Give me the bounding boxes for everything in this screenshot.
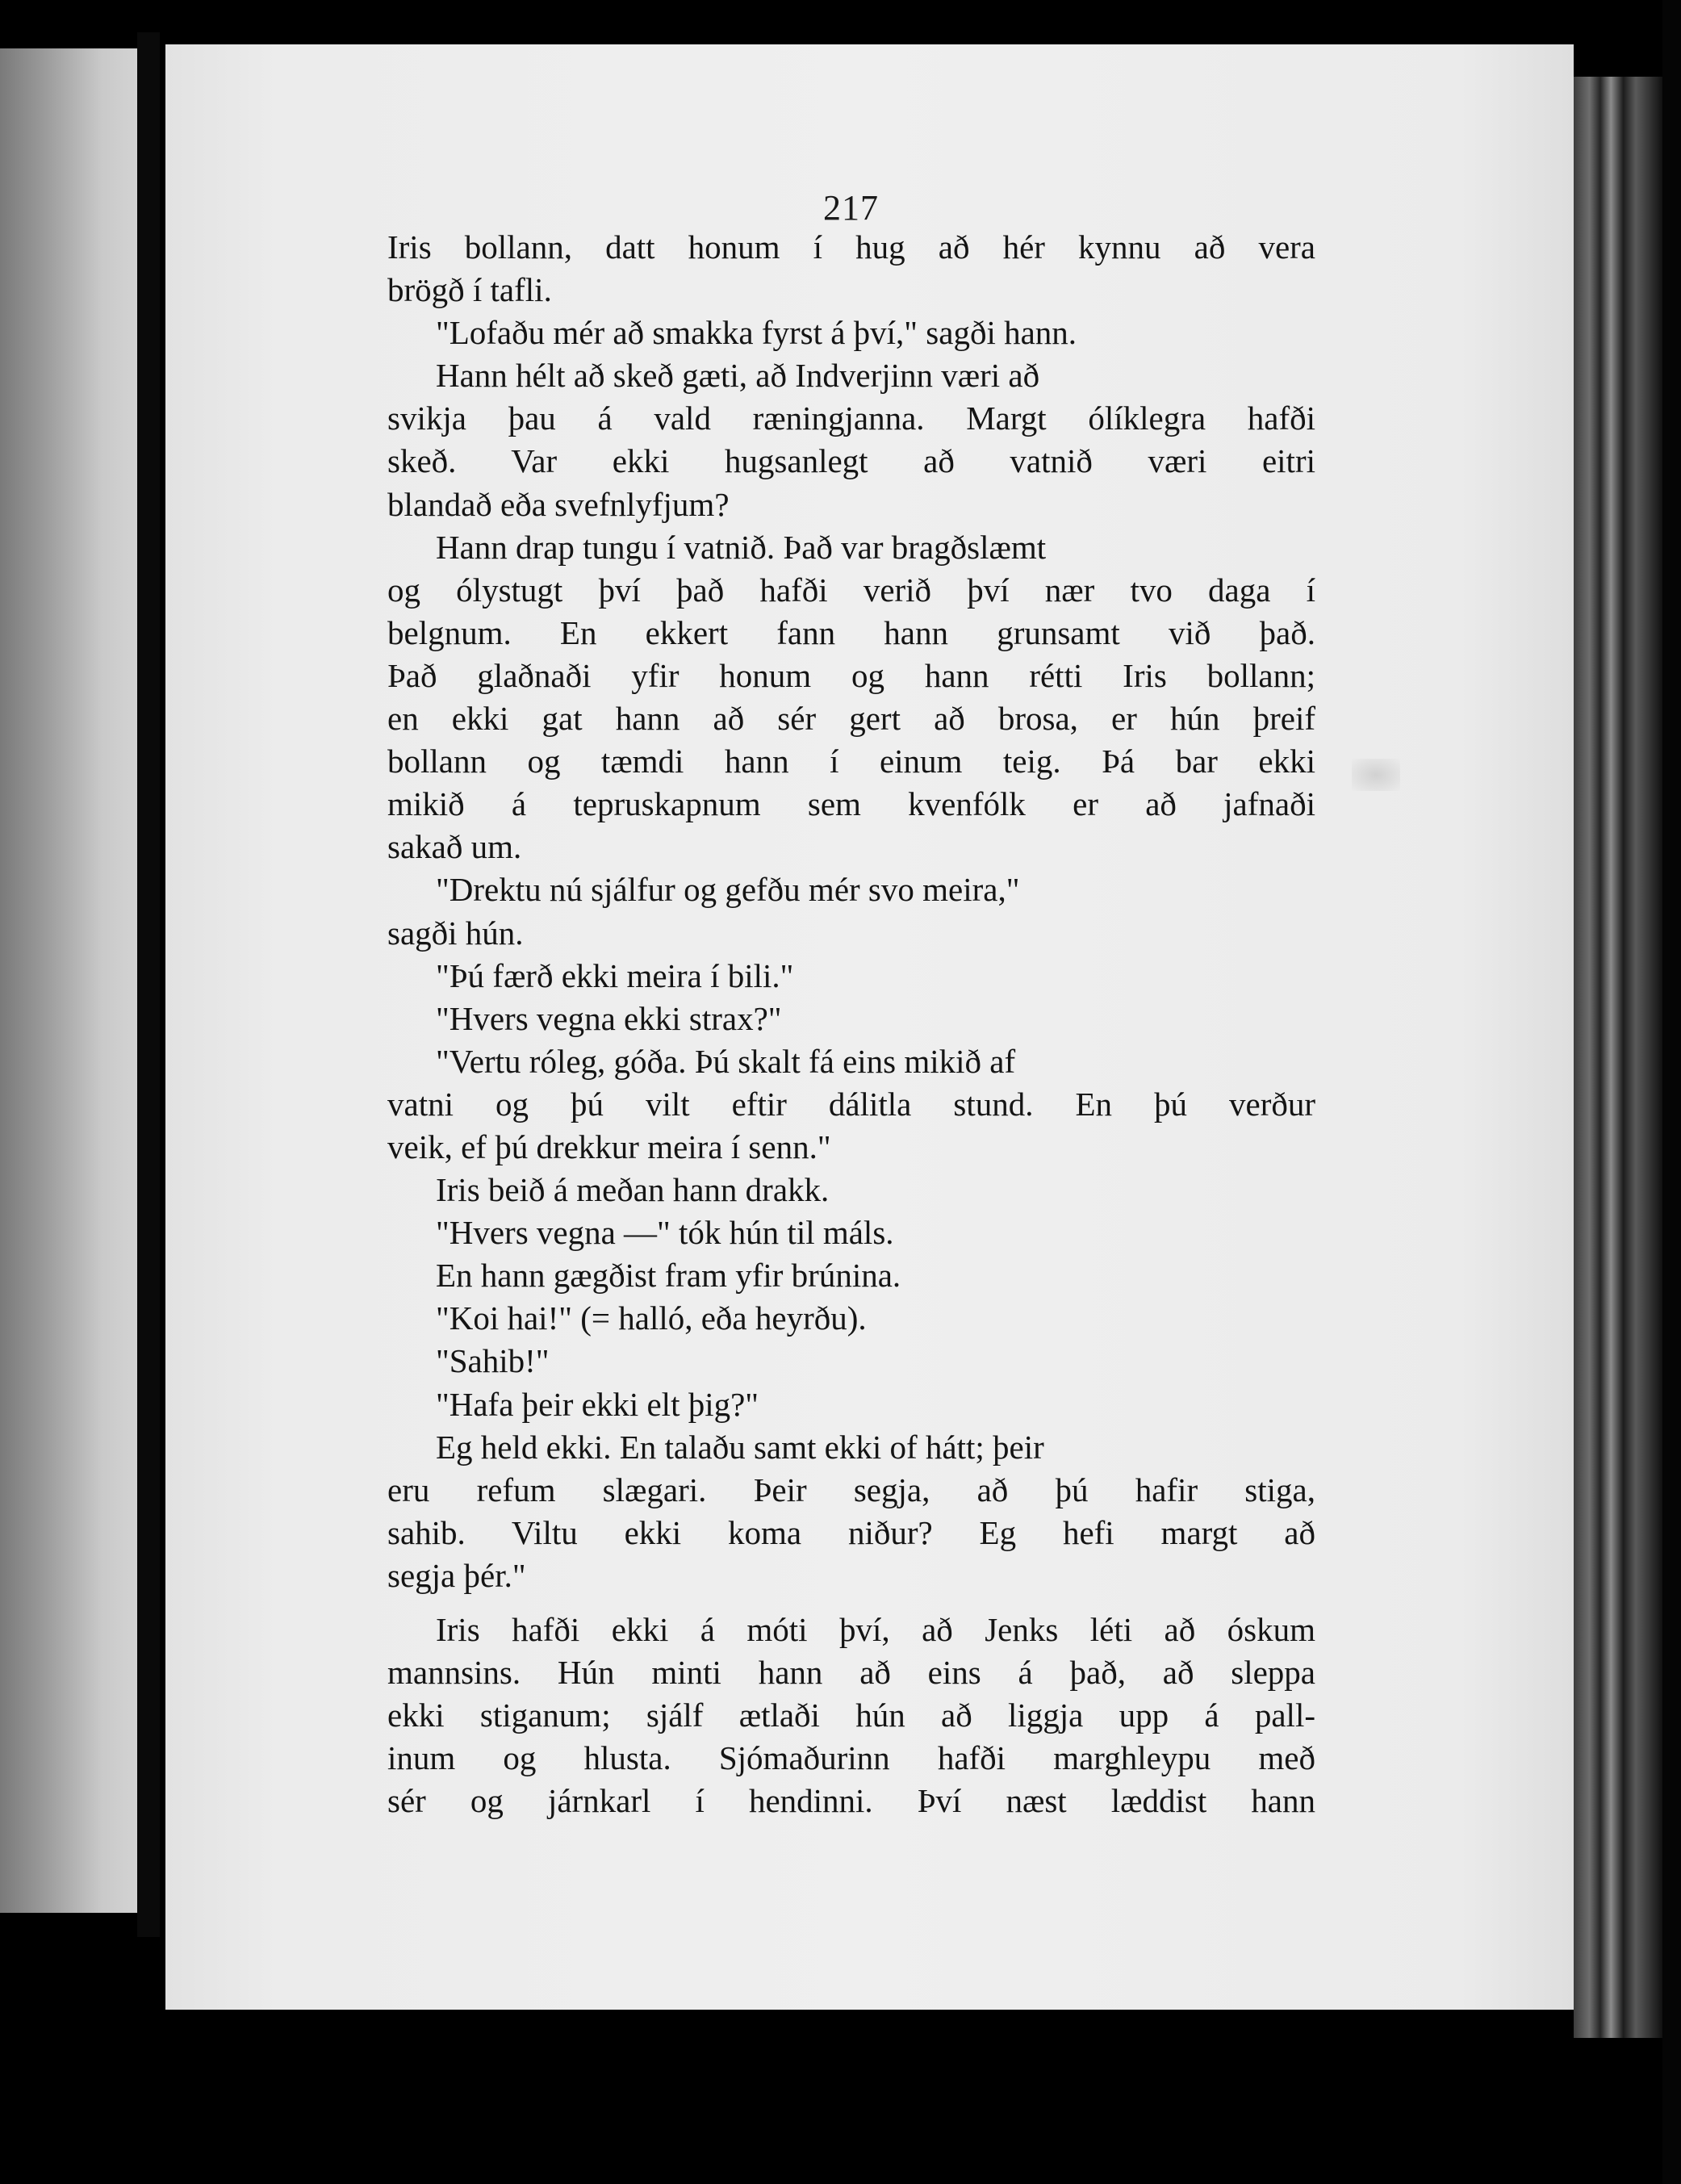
text-line: En hann gægðist fram yfir brúnina.: [436, 1257, 901, 1295]
text-line: "Lofaðu mér að smakka fyrst á því," sagði hann.: [436, 314, 1077, 352]
text-line: ekki stiganum; sjálf ætlaði hún að liggja upp á pall-: [387, 1697, 1315, 1734]
text-line: en ekki gat hann að sér gert að brosa, er hún þreif: [387, 700, 1315, 738]
text-line: vatni og þú vilt eftir dálitla stund. En þú verður: [387, 1085, 1315, 1123]
text-line: Iris hafði ekki á móti því, að Jenks léti að óskum: [436, 1611, 1315, 1648]
body-text: [387, 226, 1315, 1822]
text-line: "Sahib!": [436, 1342, 550, 1380]
text-line: og ólystugt því það hafði verið því nær tvo daga í: [387, 571, 1315, 609]
text-line: inum og hlusta. Sjómaðurinn hafði marghleypu með: [387, 1739, 1315, 1777]
text-line: eru refum slægari. Þeir segja, að þú hafir stiga,: [387, 1471, 1315, 1508]
book-gutter: [137, 32, 160, 1937]
text-line: belgnum. En ekkert fann hann grunsamt við það.: [387, 613, 1315, 651]
text-line: bollann og tæmdi hann í einum teig. Þá bar ekki: [387, 743, 1315, 780]
text-line: "Hvers vegna ekki strax?": [436, 999, 782, 1037]
page-smudge: [1352, 759, 1400, 791]
text-line: sagði hún.: [387, 914, 524, 952]
text-line: Hann drap tungu í vatnið. Það var bragðslæmt: [436, 528, 1047, 566]
right-border: [1662, 0, 1681, 2184]
text-line: Það glaðnaði yfir honum og hann rétti Iris bollann;: [387, 656, 1315, 694]
text-line: mannsins. Hún minti hann að eins á það, að sleppa: [387, 1654, 1315, 1692]
text-line: Hann hélt að skeð gæti, að Indverjinn væri að: [436, 357, 1040, 395]
text-line: "Drektu nú sjálfur og gefðu mér svo meira,": [436, 871, 1020, 909]
text-line: skeð. Var ekki hugsanlegt að vatnið væri eitri: [387, 442, 1315, 480]
text-line: "Vertu róleg, góða. Þú skalt fá eins mikið af: [436, 1042, 1016, 1080]
text-line: Eg held ekki. En talaðu samt ekki of hátt; þeir: [436, 1428, 1044, 1466]
right-page-stack: [1574, 77, 1662, 2038]
left-page-edge: [0, 48, 145, 1913]
text-line: "Hafa þeir ekki elt þig?": [436, 1385, 759, 1423]
text-line: Iris bollann, datt honum í hug að hér kynnu að vera: [387, 228, 1315, 266]
text-line: sahib. Viltu ekki koma niður? Eg hefi margt að: [387, 1513, 1315, 1551]
text-line: "Þú færð ekki meira í bili.": [436, 956, 794, 994]
text-line: sér og járnkarl í hendinni. Því næst læddist hann: [387, 1782, 1315, 1820]
text-line: Iris beið á meðan hann drakk.: [436, 1171, 830, 1209]
text-line: "Hvers vegna —" tók hún til máls.: [436, 1214, 894, 1252]
text-line: segja þér.": [387, 1556, 526, 1594]
text-line: mikið á tepruskapnum sem kvenfólk er að jafnaði: [387, 785, 1315, 823]
text-line: brögð í tafli.: [387, 271, 552, 309]
text-line: sakað um.: [387, 828, 522, 866]
text-line: blandað eða svefnlyfjum?: [387, 485, 730, 523]
page-number: 217: [823, 188, 879, 228]
text-line: veik, ef þú drekkur meira í senn.": [387, 1128, 831, 1165]
text-line: "Koi hai!" (= halló, eða heyrðu).: [436, 1299, 867, 1337]
text-line: svikja þau á vald ræningjanna. Margt ólíklegra hafði: [387, 400, 1315, 437]
